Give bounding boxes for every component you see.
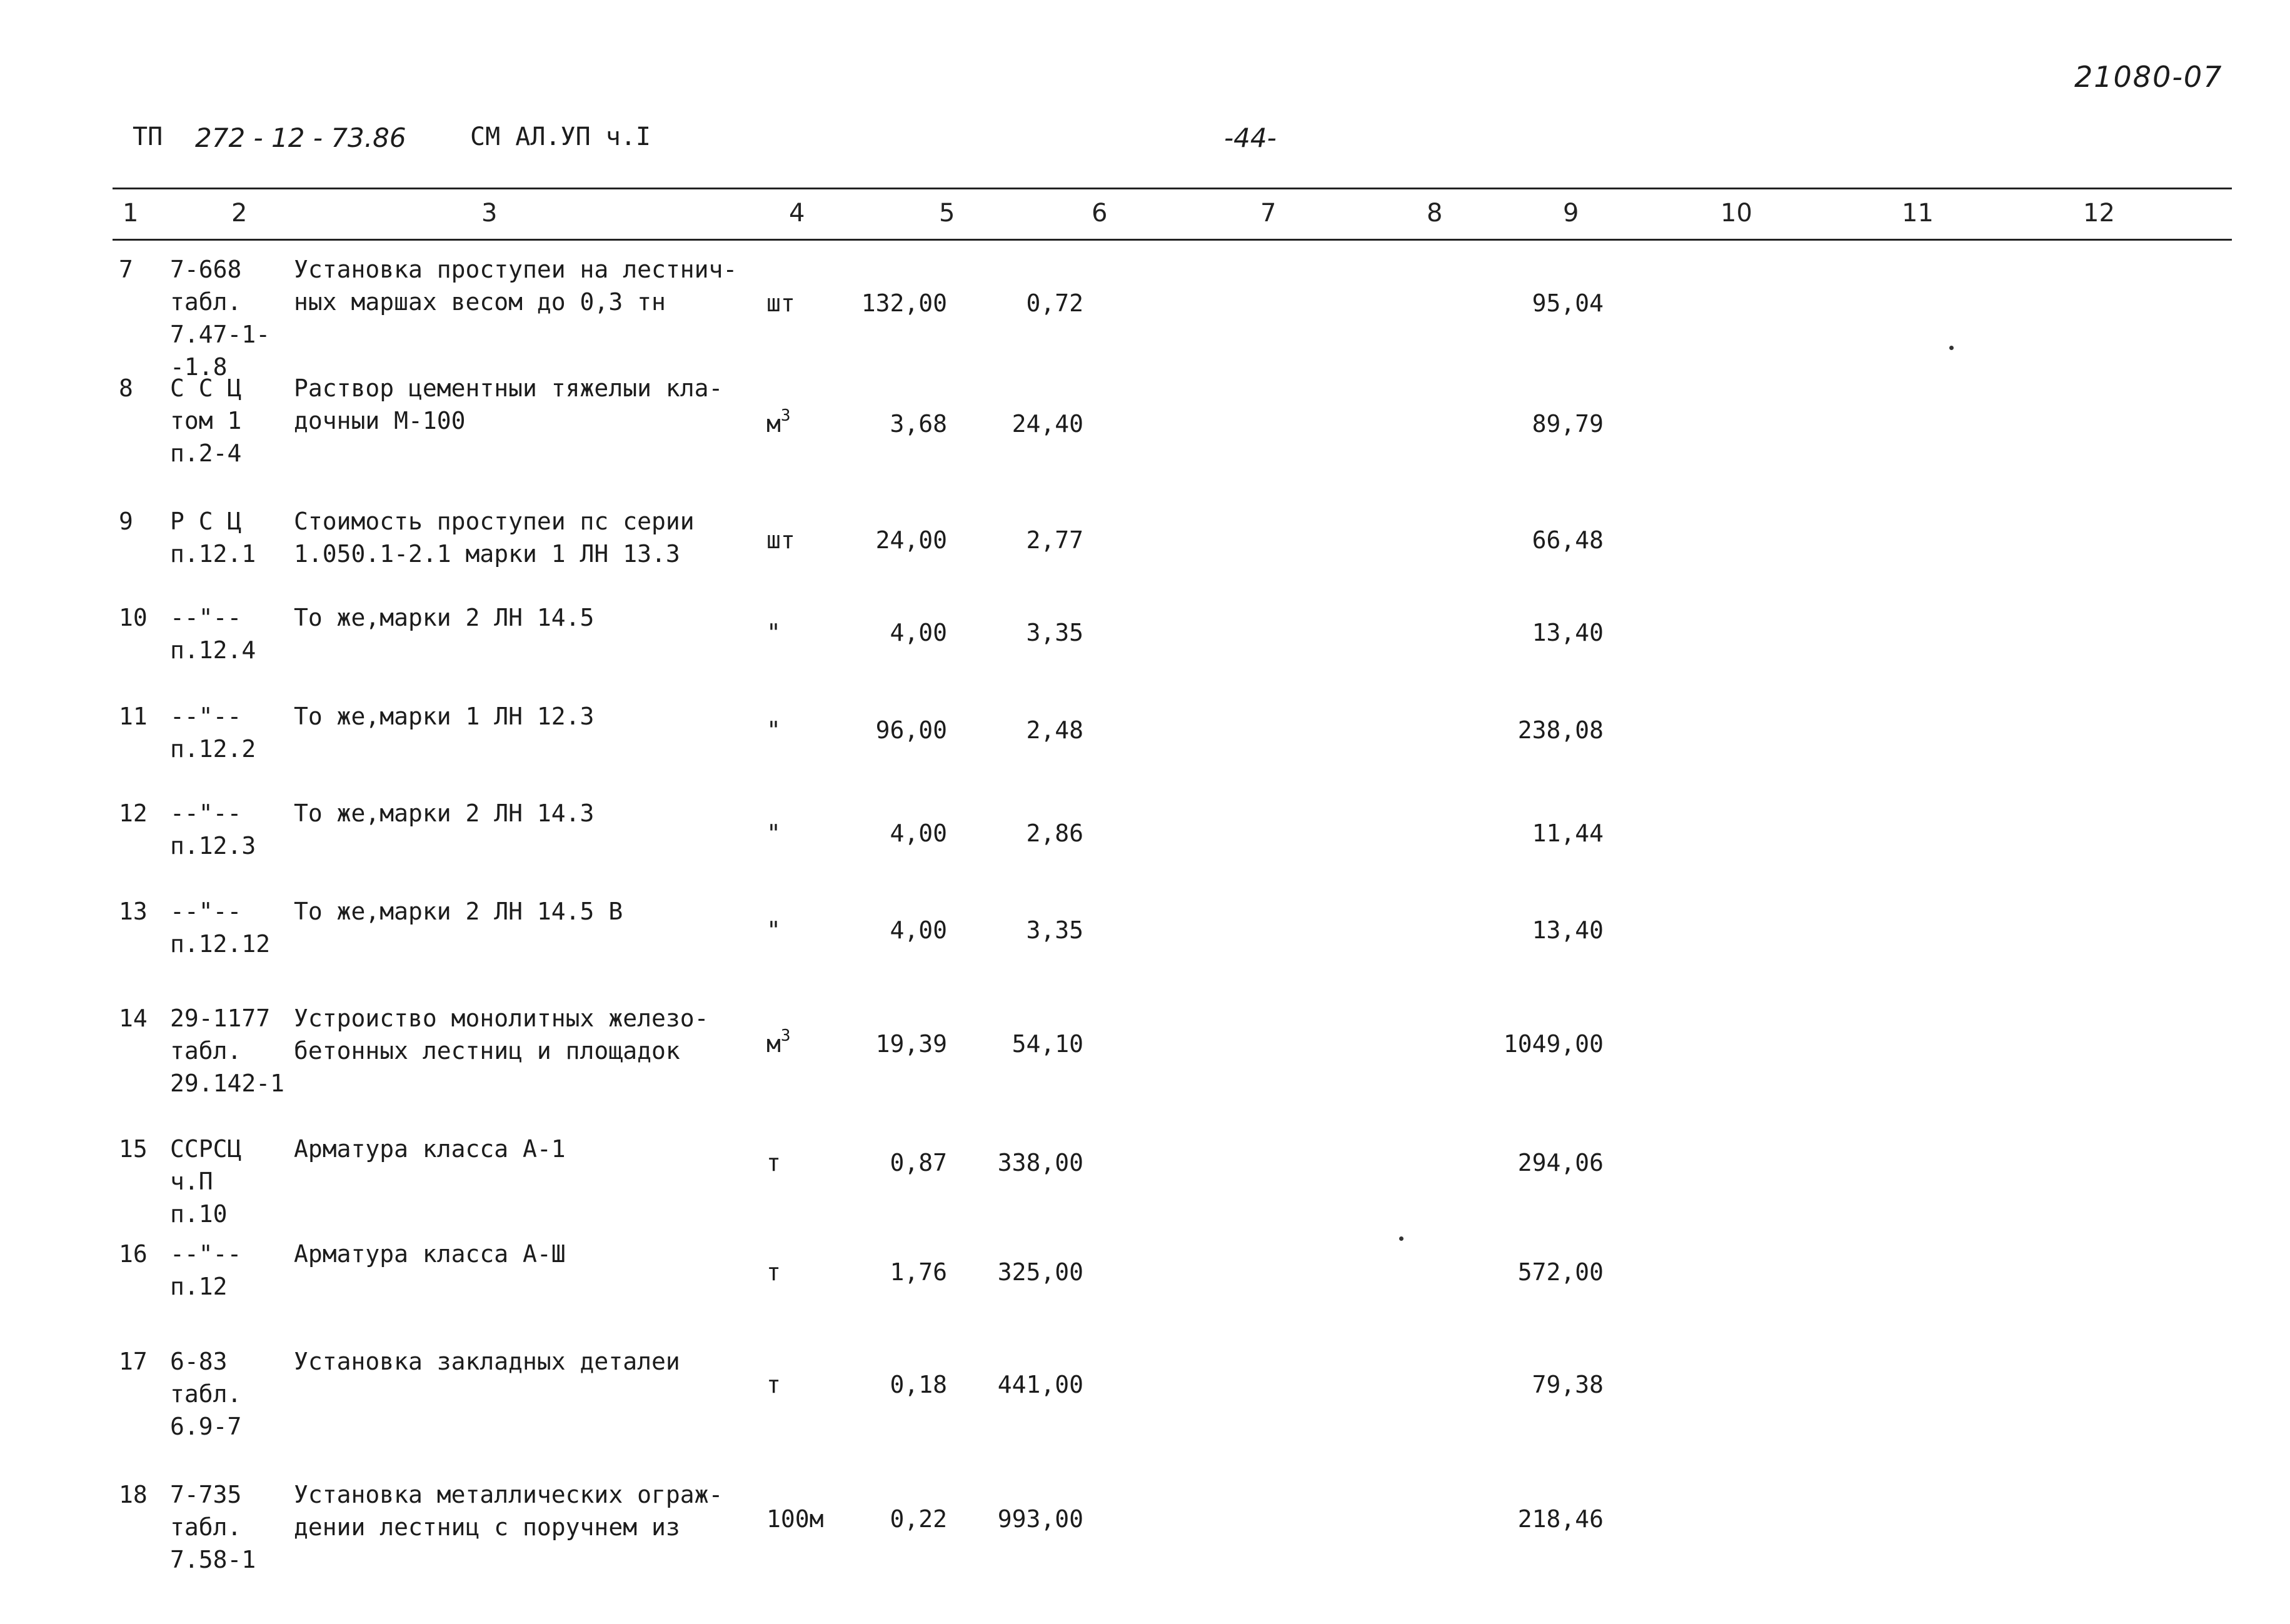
doc-code: СМ АЛ.УП ч.I <box>470 123 651 151</box>
column-number: 1 <box>123 199 139 228</box>
unit-price: 325,00 <box>997 1258 1083 1286</box>
total-cost: 218,46 <box>1517 1505 1604 1533</box>
unit-text: " <box>766 619 781 646</box>
work-description <box>294 1238 566 1270</box>
quantity: 0,22 <box>890 1505 947 1533</box>
work-description-line: Арматура класса А-1 <box>294 1135 566 1163</box>
work-description-line: Стоимость проступеи пс серии <box>294 508 695 535</box>
resource-code-line: 6.9-7 <box>170 1413 242 1440</box>
project-code: 272 - 12 - 73.86 <box>195 123 406 153</box>
resource-code-line: табл. <box>170 1513 242 1541</box>
resource-code-line: п.12 <box>170 1273 228 1300</box>
unit <box>766 1256 781 1288</box>
resource-code-line: ч.П <box>170 1168 213 1195</box>
resource-code <box>170 1002 284 1100</box>
unit <box>766 1028 791 1060</box>
total-cost: 89,79 <box>1532 410 1604 438</box>
unit-price: 24,40 <box>1012 410 1083 438</box>
work-description-line: ных маршах весом до 0,3 тн <box>294 288 666 316</box>
resource-code-line: 6-83 <box>170 1348 228 1375</box>
work-description-line: То же,марки 2 ЛН 14.5 В <box>294 898 623 925</box>
column-number: 4 <box>789 199 805 228</box>
work-description-line: 1.050.1-2.1 марки 1 ЛН 13.3 <box>294 540 680 568</box>
work-description <box>294 1345 680 1378</box>
unit-text: " <box>766 916 781 944</box>
column-number: 3 <box>481 199 498 228</box>
quantity: 1,76 <box>890 1258 947 1286</box>
quantity: 132,00 <box>861 289 947 317</box>
row-number: 12 <box>119 799 148 827</box>
unit <box>766 1503 824 1535</box>
work-description <box>294 1133 566 1165</box>
unit <box>766 914 781 946</box>
row-number: 7 <box>119 256 133 283</box>
total-cost: 79,38 <box>1532 1371 1604 1398</box>
unit-price: 441,00 <box>997 1371 1083 1398</box>
resource-code-line: 29.142-1 <box>170 1070 285 1097</box>
resource-code-line: том 1 <box>170 407 242 434</box>
resource-code-line: 7.47-1- <box>170 321 271 348</box>
row-number: 10 <box>119 604 148 631</box>
column-number: 9 <box>1563 199 1579 228</box>
unit <box>766 1146 781 1179</box>
resource-code <box>170 700 256 765</box>
work-description <box>294 253 737 318</box>
speck-mark <box>1399 1236 1404 1241</box>
unit <box>766 1368 781 1401</box>
resource-code <box>170 505 256 570</box>
row-number: 16 <box>119 1240 148 1268</box>
resource-code-line: --"-- <box>170 703 242 730</box>
work-description-line: дочныи М-100 <box>294 407 466 434</box>
total-cost: 1049,00 <box>1503 1030 1604 1058</box>
column-number: 2 <box>231 199 248 228</box>
quantity: 0,18 <box>890 1371 947 1398</box>
unit-text: шт <box>766 526 795 554</box>
resource-code <box>170 1238 241 1303</box>
resource-code-line: С С Ц <box>170 374 242 402</box>
work-description-line: Установка закладных деталеи <box>294 1348 680 1375</box>
corner-stamp: 21080-07 <box>2074 60 2223 94</box>
work-description-line: Установка металлических ограж- <box>294 1481 723 1508</box>
quantity: 4,00 <box>890 820 947 847</box>
unit <box>766 817 781 850</box>
unit-text: т <box>766 1258 781 1286</box>
work-description-line: То же,марки 1 ЛН 12.3 <box>294 703 595 730</box>
resource-code-line: п.12.4 <box>170 636 256 664</box>
column-number: 5 <box>939 199 955 228</box>
resource-code-line: п.12.12 <box>170 930 271 958</box>
total-cost: 13,40 <box>1532 619 1604 646</box>
quantity: 24,00 <box>875 526 947 554</box>
unit-text: м <box>766 1030 781 1058</box>
row-number: 11 <box>119 703 148 730</box>
work-description-line: То же,марки 2 ЛН 14.5 <box>294 604 595 631</box>
resource-code-line: --"-- <box>170 799 242 827</box>
resource-code-line: 7.58-1 <box>170 1546 256 1573</box>
resource-code <box>170 601 256 666</box>
unit <box>766 616 781 649</box>
unit <box>766 714 781 746</box>
row-number: 17 <box>119 1348 148 1375</box>
row-number: 18 <box>119 1481 148 1508</box>
work-description <box>294 1002 708 1067</box>
quantity: 4,00 <box>890 916 947 944</box>
unit-price: 3,35 <box>1026 619 1083 646</box>
header-rule-bottom <box>113 239 2232 241</box>
column-number: 11 <box>1902 199 1934 228</box>
work-description <box>294 700 594 733</box>
resource-code-line: --"-- <box>170 604 242 631</box>
unit-price: 2,86 <box>1026 820 1083 847</box>
unit-price: 993,00 <box>997 1505 1083 1533</box>
unit-price: 0,72 <box>1026 289 1083 317</box>
total-cost: 95,04 <box>1532 289 1604 317</box>
work-description-line: бетонных лестниц и площадок <box>294 1037 680 1065</box>
resource-code-line: п.2-4 <box>170 439 242 467</box>
work-description-line: Арматура класса А-Ш <box>294 1240 566 1268</box>
resource-code-line: --"-- <box>170 898 242 925</box>
unit-price: 338,00 <box>997 1149 1083 1176</box>
work-description-line: То же,марки 2 ЛН 14.3 <box>294 799 595 827</box>
unit-superscript: 3 <box>780 1026 791 1045</box>
page-number: -44- <box>1224 123 1277 153</box>
work-description-line: Раствор цементныи тяжелыи кла- <box>294 374 723 402</box>
unit-superscript: 3 <box>780 406 791 425</box>
resource-code-line: -1.8 <box>170 353 228 381</box>
work-description <box>294 372 723 437</box>
row-number: 13 <box>119 898 148 925</box>
work-description-line: дении лестниц с поручнем из <box>294 1513 680 1541</box>
total-cost: 13,40 <box>1532 916 1604 944</box>
column-number: 10 <box>1720 199 1752 228</box>
resource-code-line: 29-1177 <box>170 1005 271 1032</box>
unit-price: 2,77 <box>1026 526 1083 554</box>
resource-code-line: п.12.2 <box>170 735 256 763</box>
unit <box>766 408 791 440</box>
speck-mark <box>1949 346 1954 350</box>
header-rule-top <box>113 188 2232 189</box>
unit-text: " <box>766 820 781 847</box>
column-number: 12 <box>2083 199 2115 228</box>
work-description-line: Установка проступеи на лестнич- <box>294 256 738 283</box>
unit-price: 2,48 <box>1026 716 1083 744</box>
row-number: 15 <box>119 1135 148 1163</box>
work-description <box>294 505 695 570</box>
total-cost: 11,44 <box>1532 820 1604 847</box>
resource-code <box>170 372 241 469</box>
row-number: 14 <box>119 1005 148 1032</box>
tp-label: ТП <box>133 123 163 151</box>
row-number: 8 <box>119 374 133 402</box>
unit <box>766 287 795 319</box>
work-description <box>294 601 594 634</box>
resource-code-line: табл. <box>170 1037 242 1065</box>
unit-text: т <box>766 1371 781 1398</box>
work-description <box>294 895 623 928</box>
resource-code <box>170 895 270 960</box>
row-number: 9 <box>119 508 133 535</box>
work-description <box>294 1478 723 1543</box>
resource-code <box>170 797 256 862</box>
unit-text: 100м <box>766 1505 824 1533</box>
resource-code-line: табл. <box>170 288 242 316</box>
work-description <box>294 797 594 830</box>
unit-price: 54,10 <box>1012 1030 1083 1058</box>
unit-text: м <box>766 410 781 438</box>
unit <box>766 524 795 556</box>
quantity: 4,00 <box>890 619 947 646</box>
column-number: 7 <box>1260 199 1277 228</box>
resource-code-line: 7-735 <box>170 1481 242 1508</box>
unit-text: " <box>766 716 781 744</box>
total-cost: 238,08 <box>1517 716 1604 744</box>
resource-code-line: табл. <box>170 1380 242 1408</box>
total-cost: 294,06 <box>1517 1149 1604 1176</box>
column-number: 8 <box>1427 199 1443 228</box>
total-cost: 572,00 <box>1517 1258 1604 1286</box>
quantity: 0,87 <box>890 1149 947 1176</box>
resource-code-line: --"-- <box>170 1240 242 1268</box>
resource-code <box>170 1345 241 1443</box>
total-cost: 66,48 <box>1532 526 1604 554</box>
resource-code-line: Р С Ц <box>170 508 242 535</box>
unit-text: т <box>766 1149 781 1176</box>
quantity: 19,39 <box>875 1030 947 1058</box>
resource-code-line: ССРСЦ <box>170 1135 242 1163</box>
resource-code <box>170 1478 256 1576</box>
resource-code-line: 7-668 <box>170 256 242 283</box>
resource-code-line: п.10 <box>170 1200 228 1228</box>
unit-price: 3,35 <box>1026 916 1083 944</box>
resource-code <box>170 253 270 383</box>
quantity: 3,68 <box>890 410 947 438</box>
unit-text: шт <box>766 289 795 317</box>
resource-code <box>170 1133 241 1230</box>
column-number: 6 <box>1092 199 1108 228</box>
work-description-line: Устроиство монолитных железо- <box>294 1005 709 1032</box>
resource-code-line: п.12.1 <box>170 540 256 568</box>
resource-code-line: п.12.3 <box>170 832 256 860</box>
quantity: 96,00 <box>875 716 947 744</box>
